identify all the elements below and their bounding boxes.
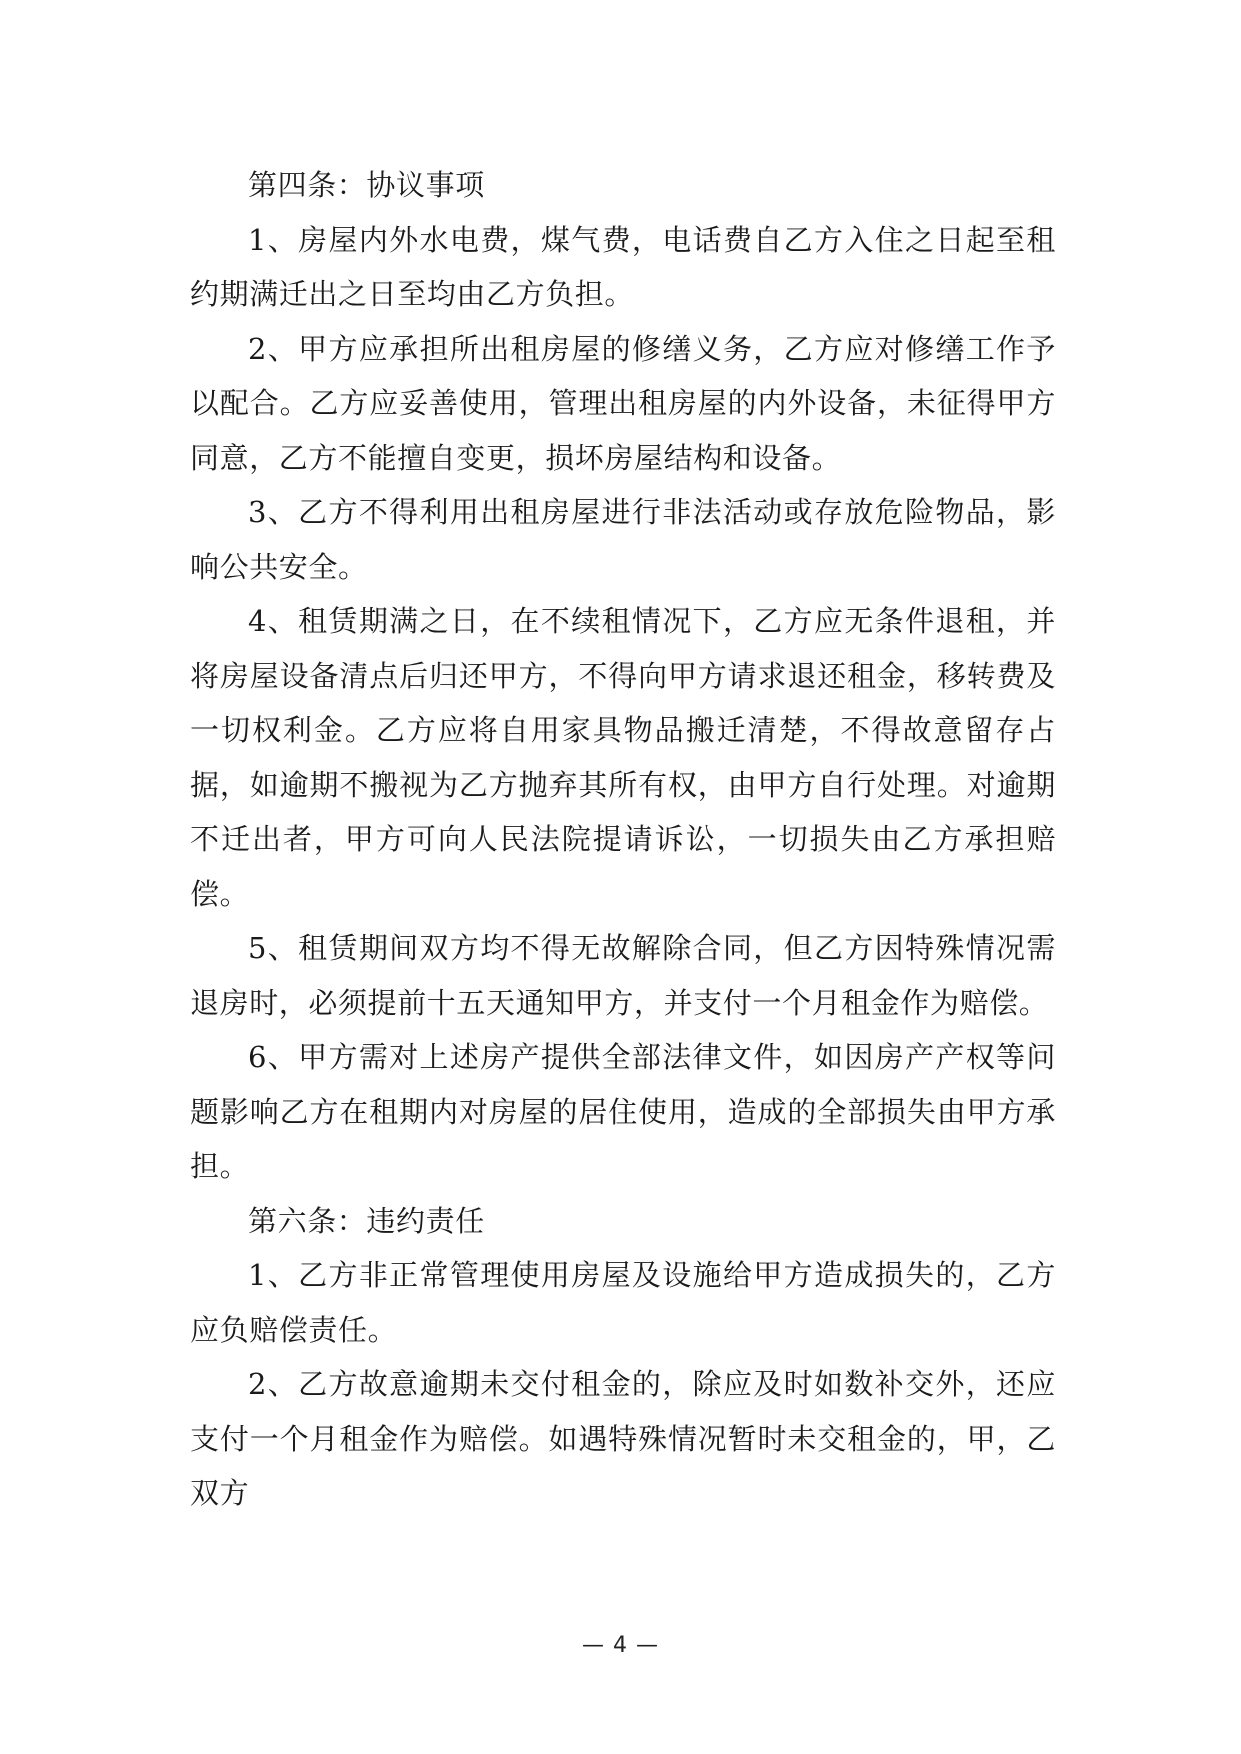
clause-6-2: 2、乙方故意逾期未交付租金的，除应及时如数补交外，还应支付一个月租金作为赔偿。如遇特殊情况暂时未交租金的，甲，乙双方	[190, 1367, 1056, 1510]
clause-4-3: 3、乙方不得利用出租房屋进行非法活动或存放危险物品，影响公共安全。	[190, 495, 1056, 584]
clause-4-5: 5、租赁期间双方均不得无故解除合同，但乙方因特殊情况需退房时，必须提前十五天通知甲方，并支付一个月租金作为赔偿。	[190, 931, 1056, 1020]
clause-4-1: 1、房屋内外水电费，煤气费，电话费自乙方入住之日起至租约期满迁出之日至均由乙方负担。	[190, 222, 1056, 311]
clause-4-6: 6、甲方需对上述房产提供全部法律文件，如因房产产权等问题影响乙方在租期内对房屋的居住使用，造成的全部损失由甲方承担。	[190, 1040, 1056, 1183]
clause-4-4: 4、租赁期满之日，在不续租情况下，乙方应无条件退租，并将房屋设备清点后归还甲方，不得向甲方请求退还租金，移转费及一切权利金。乙方应将自用家具物品搬迁清楚，不得故意留存占据，如逾期不搬视为乙方抛弃其所有权，由甲方自行处理。对逾期不迁出者，甲方可向人民法院提请诉讼，一切损失由乙方承担赔偿。	[190, 604, 1056, 911]
page-number: — 4 —	[582, 1633, 659, 1658]
document-body	[190, 158, 1056, 1521]
section-heading-article-4: 第四条：协议事项	[248, 168, 485, 202]
section-heading-article-6: 第六条：违约责任	[248, 1203, 485, 1238]
clause-6-1: 1、乙方非正常管理使用房屋及设施给甲方造成损失的，乙方应负赔偿责任。	[190, 1258, 1056, 1347]
clause-4-2: 2、甲方应承担所出租房屋的修缮义务，乙方应对修缮工作予以配合。乙方应妥善使用，管理出租房屋的内外设备，未征得甲方同意，乙方不能擅自变更，损坏房屋结构和设备。	[190, 331, 1056, 475]
